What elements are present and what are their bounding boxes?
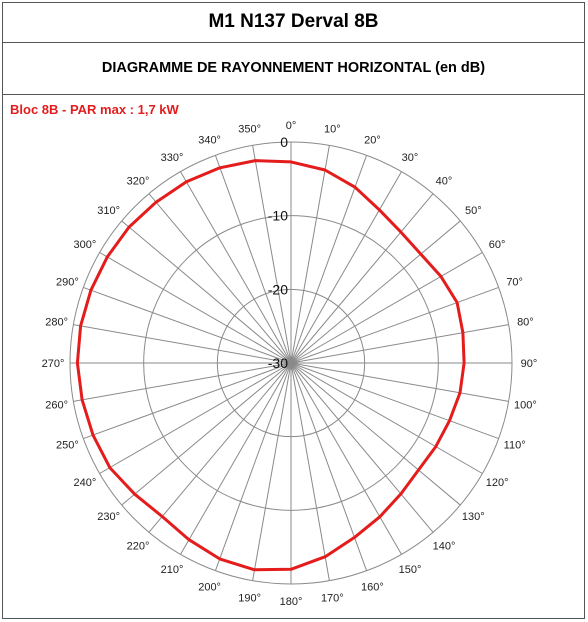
angle-tick-label: 180° (279, 596, 303, 608)
pattern-point (324, 556, 326, 558)
angle-tick-label: 300° (73, 239, 97, 251)
power-annotation: Bloc 8B - PAR max : 1,7 kW (10, 102, 179, 117)
pattern-point (218, 558, 220, 560)
polar-grid (70, 142, 512, 584)
pattern-point (379, 516, 381, 518)
pattern-point (435, 445, 437, 447)
angle-tick-label: 0° (285, 120, 297, 132)
radial-tick-labels (268, 134, 288, 371)
chart-subtitle: DIAGRAMME DE RAYONNEMENT HORIZONTAL (en dB) (101, 60, 486, 76)
angle-tick-label: 340° (198, 134, 221, 147)
angle-tick-label: 330° (160, 151, 184, 164)
pattern-point (128, 226, 130, 228)
angle-tick-label: 120° (485, 477, 509, 489)
angle-tick-label: 10° (324, 123, 341, 136)
radial-tick-label: -30 (267, 355, 288, 371)
pattern-point (463, 362, 465, 364)
pattern-point (76, 362, 78, 364)
angle-tick-label: 230° (97, 510, 121, 523)
angle-tick-label: 350° (238, 123, 262, 136)
angle-tick-label: 130° (461, 510, 485, 523)
angle-tick-label: 190° (238, 592, 262, 605)
pattern-point (456, 301, 458, 303)
pattern-point (79, 325, 81, 327)
page-title: M1 N137 Derval 8B (208, 11, 379, 32)
pattern-point (219, 167, 221, 169)
pattern-point (188, 539, 190, 541)
pattern-point (459, 392, 461, 394)
pattern-point (448, 419, 450, 421)
angle-tick-label: 270° (41, 358, 65, 370)
pattern-point (290, 568, 292, 570)
pattern-point (109, 466, 111, 468)
angle-tick-label: 290° (55, 276, 79, 289)
pattern-point (106, 256, 108, 258)
pattern-point (92, 434, 94, 436)
angle-tick-label: 240° (73, 477, 97, 489)
pattern-point (440, 275, 442, 277)
pattern-point (133, 493, 135, 495)
pattern-point (253, 569, 255, 571)
angle-tick-label: 80° (517, 316, 534, 329)
angle-tick-label: 250° (55, 439, 79, 452)
radial-tick-label: -10 (267, 207, 288, 224)
angle-tick-label: 110° (503, 439, 526, 452)
pattern-point (353, 536, 355, 538)
pattern-point (185, 181, 187, 183)
angle-tick-label: 50° (464, 205, 482, 218)
radial-tick-label: 0 (280, 134, 288, 150)
pattern-point (400, 231, 402, 233)
angle-tick-label: 280° (45, 316, 68, 329)
pattern-point (155, 201, 157, 203)
radial-tick-label: -20 (267, 281, 288, 298)
angle-tick-label: 70° (506, 276, 523, 289)
angle-tick-label: 210° (160, 564, 184, 577)
angle-tick-label: 150° (398, 564, 422, 577)
pattern-point (462, 331, 464, 333)
angle-tick-label: 30° (401, 151, 419, 164)
angle-tick-label: 100° (514, 399, 537, 412)
angle-tick-label: 20° (364, 134, 381, 147)
pattern-point (400, 493, 402, 495)
pattern-point (290, 161, 292, 163)
angle-tick-label: 320° (126, 175, 150, 188)
angle-tick-label: 160° (361, 581, 384, 594)
angle-tick-label: 220° (126, 540, 150, 553)
angle-tick-label: 310° (97, 205, 121, 218)
pattern-point (354, 186, 356, 188)
pattern-point (254, 159, 256, 161)
angle-tick-label: 170° (320, 592, 344, 605)
pattern-point (378, 209, 380, 211)
pattern-point (161, 515, 163, 517)
angle-tick-label: 260° (45, 399, 68, 412)
pattern-point (417, 469, 419, 471)
pattern-point (420, 253, 422, 255)
angle-tick-label: 140° (432, 540, 456, 553)
angle-tick-label: 200° (198, 581, 221, 594)
angle-tick-label: 40° (435, 175, 453, 188)
pattern-point (81, 399, 83, 401)
angle-tick-label: 60° (488, 239, 506, 251)
pattern-point (324, 169, 326, 171)
angle-tick-label: 90° (520, 358, 538, 370)
pattern-point (90, 289, 92, 291)
